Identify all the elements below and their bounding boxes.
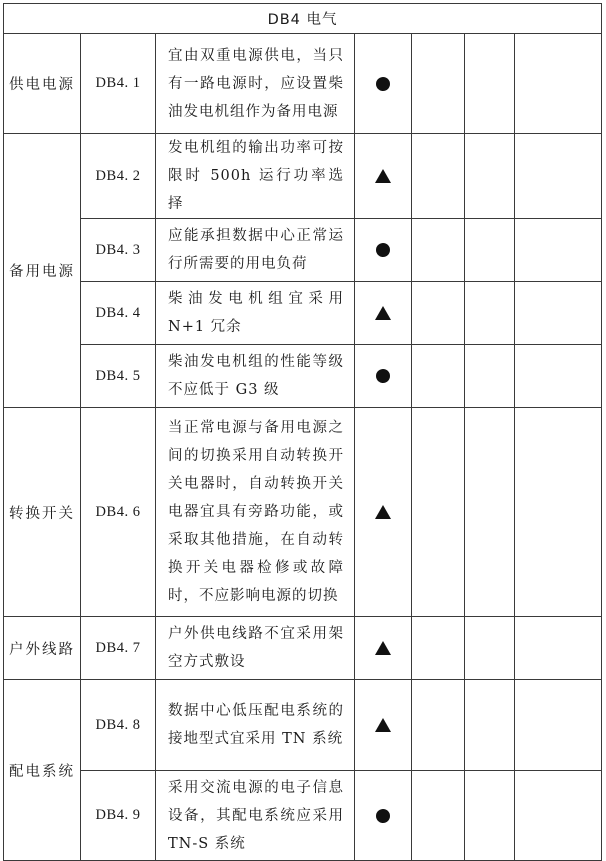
filled-triangle-icon: [375, 641, 391, 655]
empty-cell: [515, 617, 602, 680]
empty-cell: [515, 680, 602, 771]
empty-cell: [515, 282, 602, 345]
empty-cell: [515, 219, 602, 282]
table-row: [4, 219, 602, 282]
table-row: [4, 345, 602, 408]
code-cell: DB4. 7: [81, 617, 156, 680]
requirement-cell: 应能承担数据中心正常运行所需要的用电负荷: [156, 219, 355, 282]
empty-cell: [412, 34, 465, 134]
table-row: [4, 408, 602, 617]
requirement-cell: 数据中心低压配电系统的接地型式宜采用 TN 系统: [156, 680, 355, 771]
category-cell: 户外线路: [4, 617, 81, 680]
grade-cell: [355, 345, 412, 408]
empty-cell: [412, 680, 465, 771]
empty-cell: [412, 134, 465, 219]
empty-cell: [465, 219, 515, 282]
section-header: DB4 电气: [4, 4, 602, 34]
empty-cell: [515, 134, 602, 219]
filled-circle-icon: [376, 77, 390, 91]
category-cell: 转换开关: [4, 408, 81, 617]
filled-circle-icon: [376, 369, 390, 383]
grade-cell: [355, 771, 412, 861]
code-cell: DB4. 8: [81, 680, 156, 771]
category-cell: 备用电源: [4, 134, 81, 408]
empty-cell: [465, 282, 515, 345]
empty-cell: [465, 345, 515, 408]
empty-cell: [465, 771, 515, 861]
requirements-table: [3, 3, 602, 861]
requirement-cell: 采用交流电源的电子信息设备，其配电系统应采用 TN-S 系统: [156, 771, 355, 861]
empty-cell: [465, 680, 515, 771]
empty-cell: [515, 408, 602, 617]
grade-cell: [355, 617, 412, 680]
grade-cell: [355, 282, 412, 345]
requirement-cell: 柴油发电机组宜采用 N+1 冗余: [156, 282, 355, 345]
code-cell: DB4. 4: [81, 282, 156, 345]
category-cell: 配电系统: [4, 680, 81, 861]
empty-cell: [412, 617, 465, 680]
requirement-cell: 宜由双重电源供电，当只有一路电源时，应设置柴油发电机组作为备用电源: [156, 34, 355, 134]
table-row: [4, 771, 602, 861]
table-row: [4, 134, 602, 219]
category-cell: 供电电源: [4, 34, 81, 134]
empty-cell: [412, 771, 465, 861]
table-row: [4, 34, 602, 134]
empty-cell: [412, 408, 465, 617]
table-row: [4, 282, 602, 345]
requirement-cell: 当正常电源与备用电源之间的切换采用自动转换开关电器时，自动转换开关电器宜具有旁路功能，或采取其他措施，在自动转换开关电器检修或故障时，不应影响电源的切换: [156, 408, 355, 617]
code-cell: DB4. 3: [81, 219, 156, 282]
grade-cell: [355, 34, 412, 134]
grade-cell: [355, 680, 412, 771]
requirement-cell: 发电机组的输出功率可按限时 500h 运行功率选择: [156, 134, 355, 219]
code-cell: DB4. 6: [81, 408, 156, 617]
code-cell: DB4. 9: [81, 771, 156, 861]
code-cell: DB4. 1: [81, 34, 156, 134]
filled-triangle-icon: [375, 718, 391, 732]
grade-cell: [355, 219, 412, 282]
grade-cell: [355, 408, 412, 617]
empty-cell: [465, 408, 515, 617]
table-row: [4, 680, 602, 771]
empty-cell: [465, 134, 515, 219]
code-cell: DB4. 2: [81, 134, 156, 219]
filled-triangle-icon: [375, 169, 391, 183]
requirement-cell: 柴油发电机组的性能等级不应低于 G3 级: [156, 345, 355, 408]
table-header-row: [4, 4, 602, 34]
code-cell: DB4. 5: [81, 345, 156, 408]
filled-circle-icon: [376, 809, 390, 823]
empty-cell: [465, 617, 515, 680]
grade-cell: [355, 134, 412, 219]
table-row: [4, 617, 602, 680]
filled-triangle-icon: [375, 505, 391, 519]
requirement-cell: 户外供电线路不宜采用架空方式敷设: [156, 617, 355, 680]
empty-cell: [465, 34, 515, 134]
empty-cell: [515, 345, 602, 408]
empty-cell: [412, 345, 465, 408]
empty-cell: [412, 219, 465, 282]
empty-cell: [515, 771, 602, 861]
filled-triangle-icon: [375, 306, 391, 320]
empty-cell: [412, 282, 465, 345]
empty-cell: [515, 34, 602, 134]
filled-circle-icon: [376, 243, 390, 257]
